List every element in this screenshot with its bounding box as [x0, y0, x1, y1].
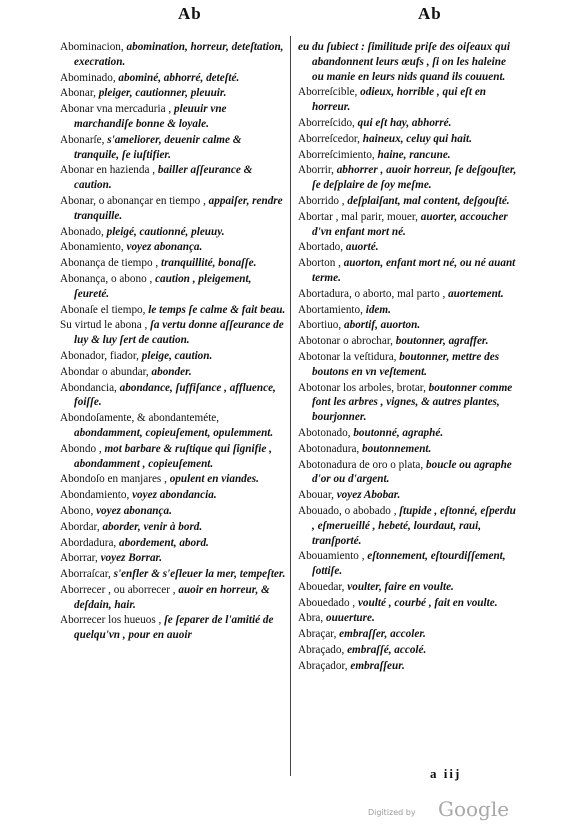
- entry-translation: voulter, faire en voulte.: [347, 580, 454, 593]
- entry-headword: Aborreſcido,: [298, 116, 355, 129]
- entry-headword: Abraçado,: [298, 644, 345, 657]
- entry-translation: pleigé, cautionné, pleuuy.: [106, 225, 225, 238]
- entry-translation: ſe ſeparer de l'amitié de quelqu'vn , pour en auoir: [74, 614, 274, 642]
- dictionary-entry: [298, 627, 520, 642]
- entry-headword: Abonar en hazienda ,: [60, 164, 156, 177]
- dictionary-entry: [298, 381, 520, 425]
- entry-translation: idem.: [365, 303, 391, 316]
- entry-headword: Abortiuo,: [298, 319, 342, 332]
- dictionary-entry: [298, 318, 520, 333]
- entry-headword: Abono,: [60, 504, 94, 517]
- dictionary-entry: [298, 458, 520, 488]
- left-column: [60, 40, 288, 644]
- entry-translation: voyez Abobar.: [336, 489, 401, 502]
- dictionary-entry: [60, 194, 288, 224]
- entry-translation: auortement.: [448, 287, 504, 300]
- entry-translation: appaiſer, rendre tranquille.: [74, 194, 283, 222]
- right-column: [298, 40, 520, 675]
- entry-headword: Abortar , mal parir, mouer,: [298, 210, 418, 223]
- entry-translation: caution , pleigement, ſeureté.: [74, 272, 252, 300]
- entry-translation: ouuerture.: [325, 612, 375, 625]
- dictionary-entry: [298, 659, 520, 674]
- entry-translation: tranquillité, bonaſſe.: [160, 257, 257, 270]
- entry-headword: Aborton ,: [298, 257, 341, 270]
- entry-translation: ſa vertu donne aſſeurance de luy & luy ſert de caution.: [74, 319, 284, 347]
- entry-translation: odieux, horrible , qui eſt en horreur.: [312, 86, 487, 114]
- entry-headword: Abondoſo en manjares ,: [60, 473, 167, 486]
- entry-headword: Su virtud le abona ,: [60, 319, 148, 332]
- dictionary-entry: [298, 596, 520, 611]
- entry-translation: eſtonnement, eſtourdiſſement, ſottiſe.: [312, 550, 506, 578]
- entry-translation: le temps ſe calme & fait beau.: [148, 303, 286, 316]
- dictionary-entry: [298, 194, 520, 209]
- entry-headword: Abraçador,: [298, 659, 348, 672]
- entry-translation: abondamment, copieuſement, opulemment.: [74, 426, 274, 439]
- entry-translation: embraſſé, accolé.: [347, 644, 427, 657]
- entry-translation: auorter, accoucher d'vn enfant mort né.: [312, 210, 508, 238]
- dictionary-entry: [60, 567, 288, 582]
- entry-translation: boutonné, agraphé.: [353, 426, 444, 439]
- dictionary-entry: [298, 85, 520, 115]
- entry-headword: Abouar,: [298, 489, 334, 502]
- dictionary-entry: [298, 643, 520, 658]
- entry-headword: Abraçar,: [298, 628, 337, 641]
- entry-translation: eu du ſubiect : ſimilitude priſe des oiſeaux qui abandonnent leurs œufs , ſi on les haleine ou manie en leurs nids quand ils couuent.: [298, 41, 510, 83]
- dictionary-entry: [60, 411, 288, 441]
- entry-headword: Abonança de tiempo ,: [60, 257, 159, 270]
- dictionary-entry: [60, 520, 288, 535]
- dictionary-entry: [60, 40, 288, 70]
- entry-translation: mot barbare & ruſtique qui ſignifie , abondamment , copieuſement.: [74, 442, 272, 470]
- dictionary-entry: [298, 580, 520, 595]
- dictionary-entry: [298, 611, 520, 626]
- dictionary-entry: [60, 613, 288, 643]
- entry-headword: Aborrido ,: [298, 194, 345, 207]
- entry-translation: voyez Borrar.: [100, 552, 163, 565]
- entry-headword: Abouedado ,: [298, 596, 356, 609]
- dictionary-entry: [298, 442, 520, 457]
- dictionary-entry: [60, 303, 288, 318]
- dictionary-entry: [298, 334, 520, 349]
- entry-translation: s'enfler & s'eſleuer la mer, tempeſter.: [113, 568, 286, 581]
- entry-translation: voyez abonança.: [96, 504, 172, 517]
- entry-translation: voyez abonança.: [126, 241, 203, 254]
- entry-translation: boucle ou agraphe d'or ou d'argent.: [312, 458, 512, 486]
- running-head-left: Ab: [178, 4, 202, 23]
- dictionary-entry: [298, 148, 520, 163]
- entry-headword: Abotonadura,: [298, 442, 360, 455]
- dictionary-entry: [60, 71, 288, 86]
- entry-headword: Abortamiento,: [298, 303, 363, 316]
- dictionary-entry: [60, 349, 288, 364]
- dictionary-entry: [60, 583, 288, 613]
- entry-translation: aborder, venir à bord.: [102, 520, 203, 533]
- entry-translation: embraſſeur.: [350, 659, 405, 672]
- entry-headword: Abotonar la veſtidura,: [298, 350, 397, 363]
- entry-translation: pleige, caution.: [141, 349, 213, 362]
- entry-translation: embraſſer, accoler.: [339, 628, 426, 641]
- entry-headword: Abordadura,: [60, 536, 117, 549]
- dictionary-entry: [60, 551, 288, 566]
- dictionary-entry: [298, 426, 520, 441]
- entry-translation: auorté.: [345, 241, 379, 254]
- entry-headword: Abouedar,: [298, 580, 345, 593]
- entry-translation: abominé, abhorré, deteſté.: [118, 71, 240, 84]
- entry-headword: Abouamiento ,: [298, 550, 365, 563]
- entry-headword: Abra,: [298, 612, 324, 625]
- entry-headword: Abominacion,: [60, 41, 124, 53]
- entry-translation: pleiger, cautionner, pleuuir.: [98, 87, 227, 100]
- entry-headword: Aborrecer , ou aborrecer ,: [60, 583, 176, 596]
- entry-headword: Abortado,: [298, 241, 344, 254]
- dictionary-entry: [298, 210, 520, 240]
- entry-translation: abonder.: [151, 365, 192, 378]
- entry-headword: Abordar,: [60, 520, 100, 533]
- entry-headword: Abotonar o abrochar,: [298, 335, 393, 348]
- entry-translation: abhorrer , auoir horreur, ſe deſgouſter, ſe deſplaire de ſoy meſme.: [312, 164, 517, 192]
- dictionary-entry: [298, 350, 520, 380]
- column-divider: [290, 36, 291, 776]
- entry-headword: Aborrecer los hueuos ,: [60, 614, 162, 627]
- entry-headword: Abonamiento,: [60, 241, 124, 254]
- dictionary-entry: [60, 133, 288, 163]
- entry-headword: Abouado, o abobado ,: [298, 504, 397, 517]
- entry-translation: boutonnement.: [362, 442, 432, 455]
- dictionary-entry: [60, 488, 288, 503]
- dictionary-entry: [60, 365, 288, 380]
- entry-translation: voyez abondancia.: [132, 489, 217, 502]
- entry-translation: abortif, auorton.: [344, 319, 421, 332]
- dictionary-entry: [60, 442, 288, 472]
- google-watermark: [368, 797, 518, 825]
- entry-translation: ſtupide , eſtonné, eſperdu , eſmerueillé , hebeté, lourdaut, raui, tranſporté.: [312, 504, 516, 547]
- dictionary-entry: [298, 40, 520, 84]
- dictionary-entry: [60, 240, 288, 255]
- google-logo: Google: [438, 797, 510, 821]
- entry-translation: haineux, celuy qui hait.: [362, 132, 472, 145]
- entry-translation: s'ameliorer, deuenir calme & tranquile, ſe iuſtifier.: [74, 133, 242, 161]
- entry-headword: Aborreſcible,: [298, 86, 358, 99]
- entry-headword: Abortadura, o aborto, mal parto ,: [298, 287, 446, 300]
- entry-headword: Abondoſamente, & abondanteméte,: [60, 412, 220, 425]
- running-head-right: Ab: [418, 4, 442, 23]
- entry-translation: abordement, abord.: [119, 536, 209, 549]
- dictionary-entry: [60, 225, 288, 240]
- dictionary-entry: [298, 116, 520, 131]
- entry-translation: pleuuir vne marchandiſe bonne & loyale.: [74, 103, 227, 130]
- entry-translation: opulent en viandes.: [169, 473, 259, 486]
- dictionary-entry: [298, 549, 520, 579]
- entry-headword: Abondancia,: [60, 381, 117, 394]
- entry-translation: haine, rancune.: [377, 148, 451, 161]
- dictionary-entry: [298, 256, 520, 286]
- entry-translation: auorton, enfant mort né, ou né auant terme.: [312, 257, 516, 284]
- entry-translation: abomination, horreur, deteſtation, execration.: [74, 41, 284, 68]
- entry-headword: Abotonadura de oro o plata,: [298, 458, 424, 471]
- entry-headword: Abonar, o abonançar en tiempo ,: [60, 194, 206, 207]
- entry-translation: qui eſt hay, abhorré.: [357, 116, 452, 129]
- entry-headword: Abotonado,: [298, 426, 351, 439]
- entry-headword: Abondo ,: [60, 442, 102, 455]
- entry-translation: boutonner, mettre des boutons en vn veſtement.: [312, 350, 500, 378]
- dictionary-entry: [298, 488, 520, 503]
- dictionary-entry: [60, 504, 288, 519]
- entry-translation: boutonner, agraffer.: [395, 335, 489, 348]
- dictionary-entry: [60, 86, 288, 101]
- dictionary-entry: [60, 102, 288, 132]
- dictionary-entry: [60, 472, 288, 487]
- entry-headword: Abonado,: [60, 225, 104, 238]
- dictionary-entry: [298, 287, 520, 302]
- watermark-prefix: Digitized by: [368, 808, 416, 817]
- dictionary-entry: [60, 272, 288, 302]
- entry-translation: boutonner comme font les arbres , vignes, & autres plantes, bourjonner.: [312, 381, 513, 424]
- entry-translation: bailler aſſeurance & caution.: [74, 164, 253, 192]
- entry-headword: Aborrir,: [298, 164, 334, 177]
- entry-headword: Abotonar los arboles, brotar,: [298, 381, 426, 394]
- dictionary-entry: [298, 132, 520, 147]
- entry-headword: Aborraſcar,: [60, 568, 111, 581]
- entry-translation: deſplaiſant, mal content, deſgouſté.: [347, 194, 510, 207]
- entry-translation: voulté , courbé , fait en voulte.: [357, 596, 498, 609]
- dictionary-entry: [298, 163, 520, 193]
- dictionary-entry: [298, 240, 520, 255]
- entry-translation: abondance, ſuffiſance , affluence, foiſſe.: [74, 381, 276, 409]
- entry-headword: Abonador, fiador,: [60, 349, 139, 362]
- entry-headword: Abonaſe el tiempo,: [60, 303, 146, 316]
- signature-mark: a iij: [430, 766, 462, 781]
- entry-headword: Aborreſcimiento,: [298, 148, 375, 161]
- dictionary-entry: [298, 303, 520, 318]
- entry-headword: Abondamiento,: [60, 489, 130, 502]
- entry-headword: Abominado,: [60, 71, 116, 84]
- entry-headword: Abondar o abundar,: [60, 365, 149, 378]
- entry-headword: Abonar,: [60, 87, 96, 100]
- dictionary-entry: [298, 504, 520, 548]
- entry-headword: Abonarſe,: [60, 133, 105, 146]
- entry-headword: Abonar vna mercaduria ,: [60, 103, 172, 116]
- entry-translation: auoir en horreur, & deſdain, hair.: [74, 583, 270, 611]
- dictionary-entry: [60, 381, 288, 411]
- dictionary-entry: [60, 163, 288, 193]
- entry-headword: Aborreſcedor,: [298, 132, 360, 145]
- dictionary-entry: [60, 256, 288, 271]
- dictionary-entry: [60, 536, 288, 551]
- entry-headword: Abonança, o abono ,: [60, 272, 153, 285]
- dictionary-entry: [60, 318, 288, 348]
- entry-headword: Aborrar,: [60, 552, 98, 565]
